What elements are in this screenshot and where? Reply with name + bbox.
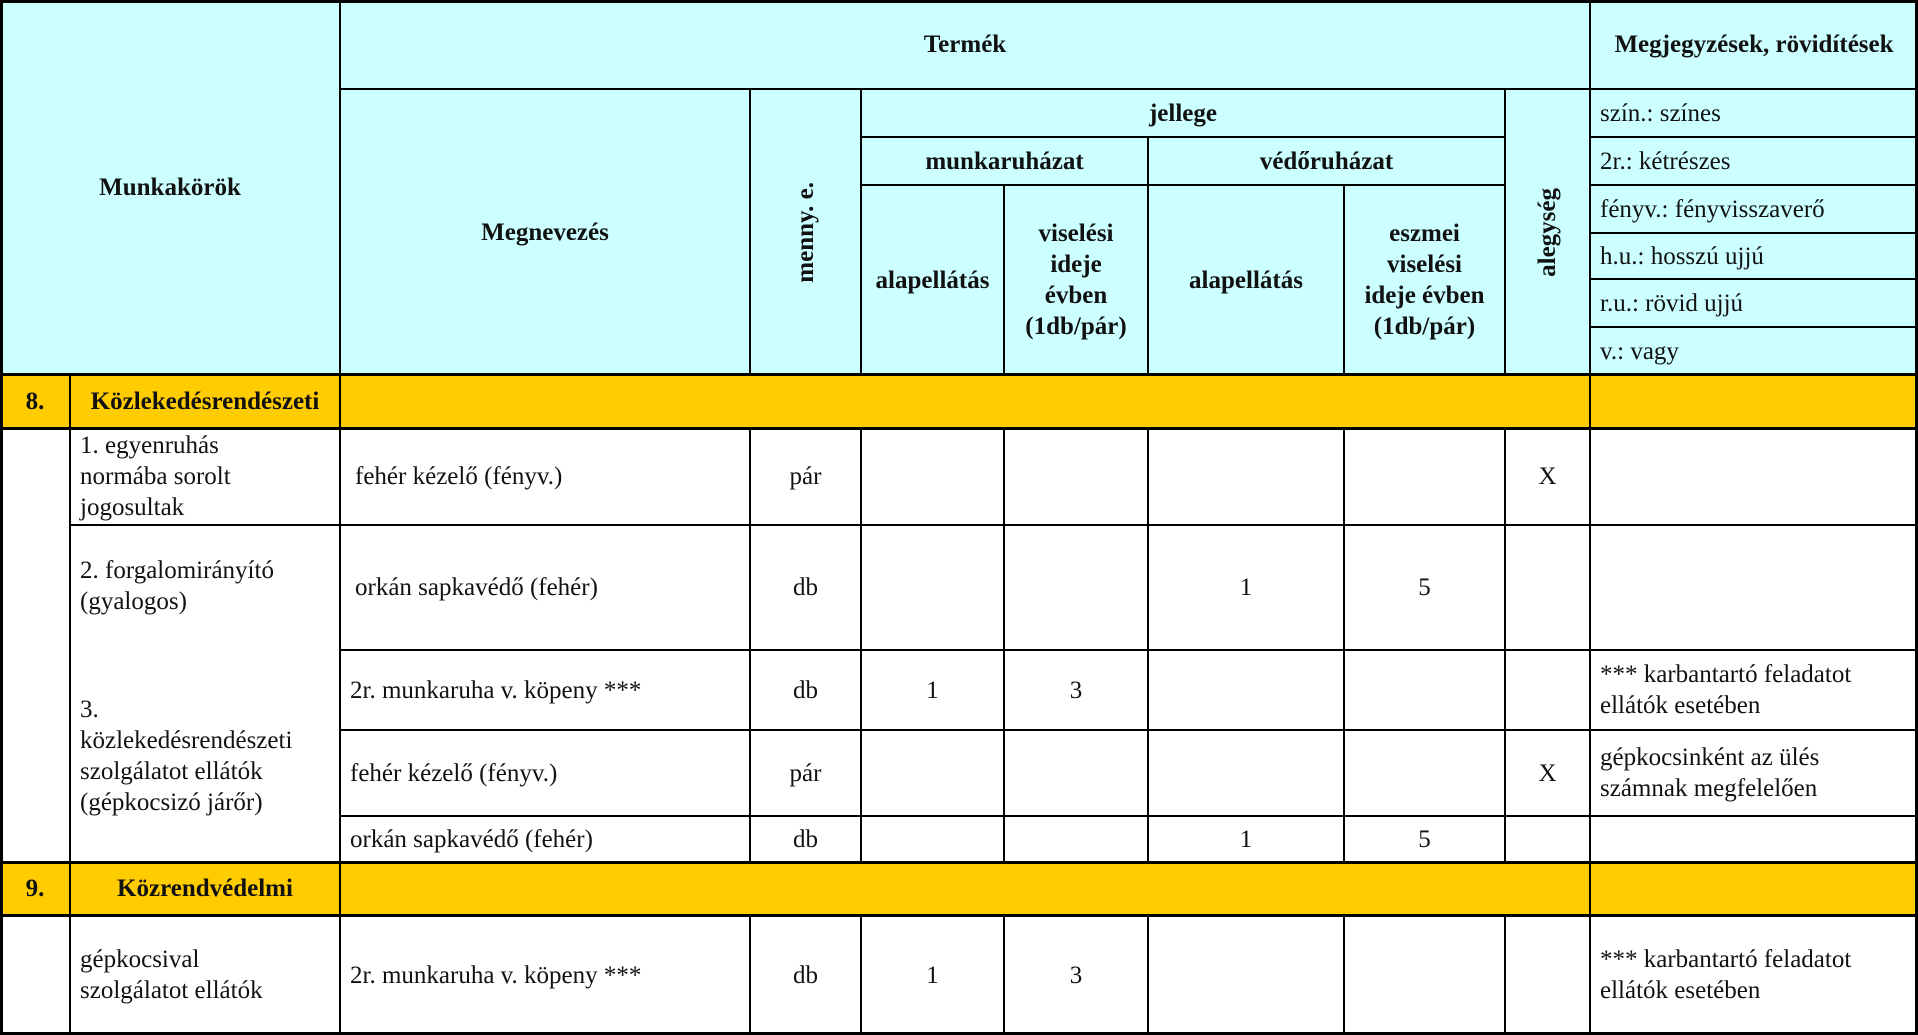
item-munka-ido bbox=[1004, 730, 1148, 816]
section-title: Közlekedésrendészeti bbox=[70, 375, 340, 428]
item-munka-alap bbox=[861, 730, 1004, 816]
header-alapellatas-munka: alapellátás bbox=[861, 185, 1004, 375]
header-megjegyzesek: Megjegyzések, rövidítések bbox=[1590, 0, 1918, 89]
grid-line bbox=[749, 88, 751, 375]
grid-line bbox=[1590, 184, 1918, 186]
role-cell: 3. közlekedésrendészeti szolgálatot ellátók (gépkocsizó járőr) bbox=[80, 696, 293, 816]
item-name: fehér kézelő (fényv.) bbox=[355, 463, 563, 490]
grid-line bbox=[339, 0, 341, 1035]
item-munka-alap bbox=[861, 428, 1004, 525]
abbreviation-item: v.: vagy bbox=[1590, 327, 1918, 375]
grid-line bbox=[1147, 428, 1149, 862]
grid-line bbox=[860, 915, 862, 1035]
item-note bbox=[1590, 525, 1918, 650]
item-unit: db bbox=[793, 961, 818, 989]
item-unit: pár bbox=[789, 759, 822, 787]
header-munkaruhazat: munkaruházat bbox=[861, 137, 1148, 185]
header-vedoruhazat: védőruházat bbox=[1148, 137, 1505, 185]
abbreviation-item: 2r.: kétrészes bbox=[1590, 137, 1918, 185]
header-termek: Termék bbox=[340, 0, 1590, 89]
item-unit: db bbox=[793, 676, 818, 704]
header-alegyseg-label: alegység bbox=[1534, 187, 1561, 277]
item-munka-alap: 1 bbox=[926, 676, 939, 704]
item-name: orkán sapkavédő (fehér) bbox=[350, 825, 593, 853]
role-cell: 1. egyenruhás normába sorolt jogosultak bbox=[80, 432, 231, 521]
item-munka-ido: 3 bbox=[1069, 676, 1083, 704]
grid-line bbox=[1590, 136, 1918, 138]
grid-line bbox=[1147, 136, 1149, 375]
header-alegyseg bbox=[1505, 89, 1590, 375]
role-cell: 2. forgalomirányító (gyalogos) bbox=[80, 557, 274, 615]
item-munka-ido bbox=[1004, 816, 1148, 862]
item-vedo-alap bbox=[1148, 650, 1344, 730]
role-cell: gépkocsival szolgálatot ellátók bbox=[80, 946, 263, 1004]
grid-line bbox=[1003, 184, 1005, 375]
abbreviation-item: szín.: színes bbox=[1590, 89, 1918, 137]
item-note bbox=[1590, 428, 1918, 525]
grid-line bbox=[1003, 915, 1005, 1035]
section-title: Közrendvédelmi bbox=[70, 862, 340, 915]
grid-line bbox=[0, 427, 1918, 430]
item-munka-alap: 1 bbox=[926, 961, 939, 989]
grid-line bbox=[1504, 428, 1506, 862]
header-alapellatas-vedo: alapellátás bbox=[1148, 185, 1344, 375]
header-munkakorok: Munkakörök bbox=[0, 0, 340, 375]
grid-line bbox=[1589, 0, 1591, 1035]
item-munka-alap bbox=[861, 525, 1004, 650]
header-menny-e-label: menny. e. bbox=[792, 181, 819, 283]
item-vedo-ido: 5 bbox=[1418, 574, 1431, 601]
item-vedo-ido bbox=[1344, 915, 1505, 1035]
grid-line bbox=[1343, 915, 1345, 1035]
item-vedo-alap bbox=[1148, 915, 1344, 1035]
item-note: *** karbantartó feladatot ellátók esetében bbox=[1600, 946, 1852, 1004]
grid-line bbox=[69, 375, 71, 1035]
header-menny-e bbox=[750, 89, 861, 375]
item-vedo-ido bbox=[1344, 428, 1505, 525]
item-alegyseg bbox=[1505, 816, 1590, 862]
grid-line bbox=[1590, 278, 1918, 280]
grid-line bbox=[860, 88, 862, 375]
abbreviation-item: r.u.: rövid ujjú bbox=[1590, 279, 1918, 327]
grid-line bbox=[1504, 915, 1506, 1035]
header-eszmei-viselesi: eszmei viselési ideje évben (1db/pár) bbox=[1344, 185, 1505, 375]
item-alegyseg bbox=[1505, 650, 1590, 730]
grid-line bbox=[1590, 326, 1918, 328]
section-band bbox=[340, 862, 1918, 915]
item-unit: pár bbox=[789, 463, 822, 490]
grid-line bbox=[0, 0, 3, 1035]
item-alegyseg: X bbox=[1538, 759, 1557, 787]
grid-line bbox=[1147, 915, 1149, 1035]
item-note: gépkocsinként az ülés számnak megfelelően bbox=[1600, 744, 1820, 802]
item-note: *** karbantartó feladatot ellátók esetében bbox=[1600, 661, 1852, 719]
grid-line bbox=[861, 136, 1505, 138]
section-number: 9. bbox=[0, 862, 70, 915]
item-vedo-alap bbox=[1148, 730, 1344, 816]
grid-line bbox=[0, 914, 1918, 917]
section-number: 8. bbox=[0, 375, 70, 428]
item-name: fehér kézelő (fényv.) bbox=[350, 759, 558, 787]
grid-line bbox=[749, 428, 751, 862]
grid-line bbox=[860, 428, 862, 862]
item-note bbox=[1590, 816, 1918, 862]
grid-line bbox=[0, 861, 1918, 864]
grid-line bbox=[861, 184, 1505, 186]
item-vedo-alap: 1 bbox=[1239, 825, 1253, 853]
abbreviation-item: fényv.: fényvisszaverő bbox=[1590, 185, 1918, 233]
item-vedo-ido bbox=[1344, 730, 1505, 816]
section-band bbox=[340, 375, 1918, 428]
header-viselesi-ideje: viselési ideje évben (1db/pár) bbox=[1004, 185, 1148, 375]
grid-line bbox=[1343, 428, 1345, 862]
item-munka-ido: 3 bbox=[1069, 961, 1083, 989]
grid-line bbox=[1590, 232, 1918, 234]
grid-line bbox=[1343, 184, 1345, 375]
grid-line bbox=[749, 915, 751, 1035]
item-munka-ido bbox=[1004, 428, 1148, 525]
grid-line bbox=[340, 815, 1918, 817]
abbreviation-item: h.u.: hosszú ujjú bbox=[1590, 233, 1918, 279]
item-vedo-alap: 1 bbox=[1239, 574, 1253, 601]
header-jellege: jellege bbox=[861, 89, 1505, 137]
item-unit: db bbox=[793, 825, 818, 853]
item-munka-alap bbox=[861, 816, 1004, 862]
item-alegyseg bbox=[1505, 915, 1590, 1035]
grid-line bbox=[1504, 88, 1506, 375]
item-alegyseg: X bbox=[1538, 463, 1557, 490]
grid-line bbox=[70, 524, 1918, 526]
item-alegyseg bbox=[1505, 525, 1590, 650]
item-name: 2r. munkaruha v. köpeny *** bbox=[350, 676, 642, 704]
grid-line bbox=[340, 729, 1918, 731]
item-name: orkán sapkavédő (fehér) bbox=[355, 574, 598, 601]
grid-line bbox=[0, 0, 1918, 3]
grid-line bbox=[0, 373, 1918, 376]
item-vedo-alap bbox=[1148, 428, 1344, 525]
item-unit: db bbox=[793, 574, 818, 601]
grid-line bbox=[340, 88, 1918, 90]
grid-line bbox=[1003, 428, 1005, 862]
item-vedo-ido bbox=[1344, 650, 1505, 730]
header-megnevezes: Megnevezés bbox=[340, 89, 750, 375]
grid-line bbox=[340, 649, 1918, 651]
item-munka-ido bbox=[1004, 525, 1148, 650]
item-vedo-ido: 5 bbox=[1418, 825, 1431, 853]
item-name: 2r. munkaruha v. köpeny *** bbox=[350, 961, 642, 989]
